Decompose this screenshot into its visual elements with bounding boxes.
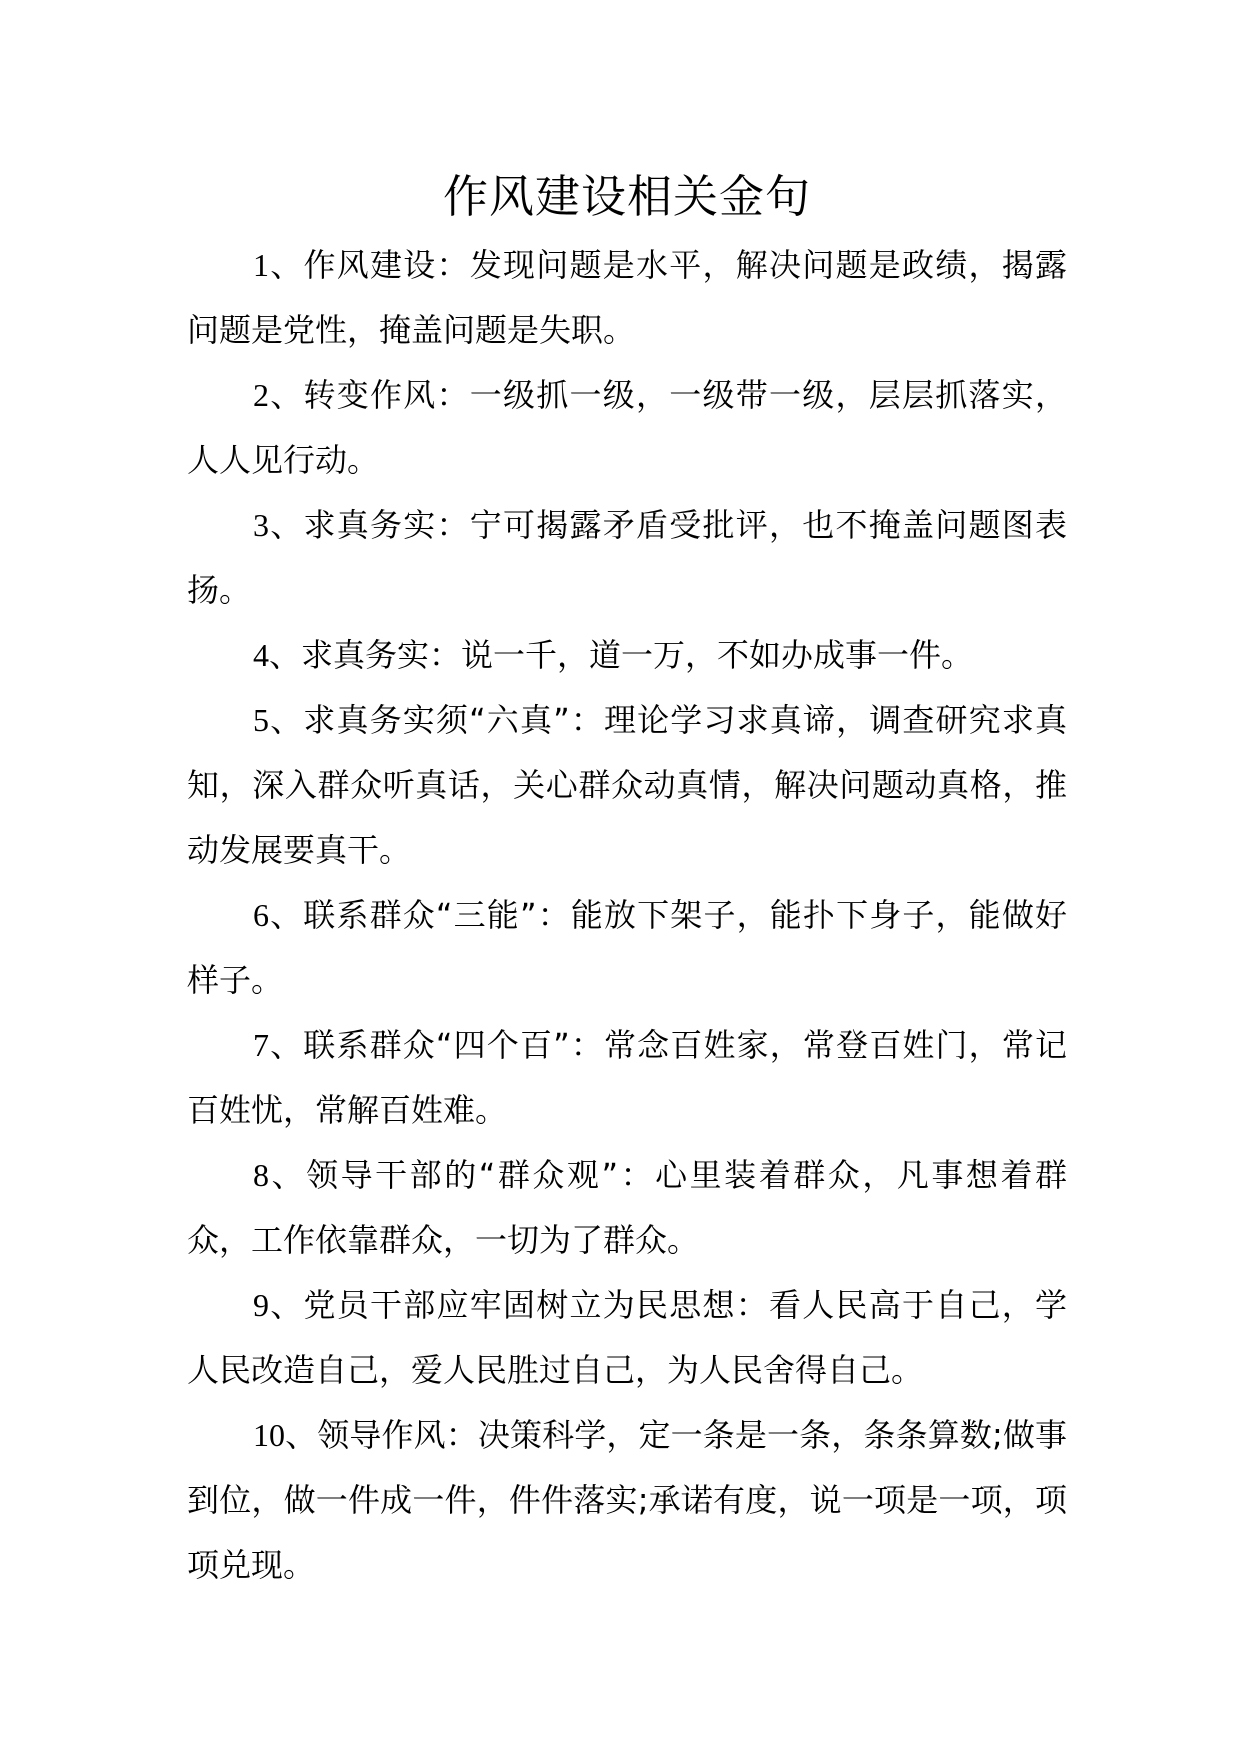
quote-number: 7 [253, 1027, 269, 1063]
quote-item-7 [187, 1013, 1067, 1143]
quote-number: 4 [253, 637, 269, 673]
quote-number: 3 [253, 507, 269, 543]
quote-item-5 [187, 688, 1067, 883]
quote-item-3 [187, 493, 1067, 623]
quote-number: 6 [253, 897, 269, 933]
quote-item-10 [187, 1403, 1067, 1598]
quote-text: 、转变作风：一级抓一级，一级带一级，层层抓落实，人人见行动。 [187, 376, 1067, 479]
quote-text: 、联系群众“四个百”：常念百姓家，常登百姓门，常记百姓忧，常解百姓难。 [187, 1026, 1067, 1129]
quote-item-9 [187, 1273, 1067, 1403]
quote-number: 5 [253, 702, 269, 738]
quote-number: 1 [253, 247, 269, 283]
quote-text: 、党员干部应牢固树立为民思想：看人民高于自己，学人民改造自己，爱人民胜过自己，为人民舍得自己。 [187, 1286, 1067, 1389]
quote-text: 、求真务实：宁可揭露矛盾受批评，也不掩盖问题图表扬。 [187, 506, 1067, 609]
quote-text: 、领导干部的“群众观”：心里装着群众，凡事想着群众，工作依靠群众，一切为了群众。 [187, 1156, 1067, 1259]
quote-number: 8 [253, 1157, 269, 1193]
quote-number: 2 [253, 377, 269, 413]
quote-text: 、作风建设：发现问题是水平，解决问题是政绩，揭露问题是党性，掩盖问题是失职。 [187, 246, 1067, 349]
quote-text: 、领导作风：决策科学，定一条是一条，条条算数;做事到位，做一件成一件，件件落实;承诺有度，说一项是一项，项项兑现。 [187, 1416, 1067, 1584]
document-page [187, 165, 1067, 1598]
quote-item-1 [187, 233, 1067, 363]
document-title: 作风建设相关金句 [442, 170, 811, 223]
quote-number: 10 [253, 1417, 285, 1453]
quote-item-8 [187, 1143, 1067, 1273]
quote-item-6 [187, 883, 1067, 1013]
quote-list [187, 233, 1067, 1598]
quote-text: 、求真务实须“六真”：理论学习求真谛，调查研究求真知，深入群众听真话，关心群众动真情，解决问题动真格，推动发展要真干。 [187, 701, 1067, 869]
quote-item-4 [187, 623, 1067, 688]
quote-number: 9 [253, 1287, 269, 1323]
quote-text: 、求真务实：说一千，道一万，不如办成事一件。 [269, 636, 974, 674]
quote-text: 、联系群众“三能”：能放下架子，能扑下身子，能做好样子。 [187, 896, 1067, 999]
quote-item-2 [187, 363, 1067, 493]
